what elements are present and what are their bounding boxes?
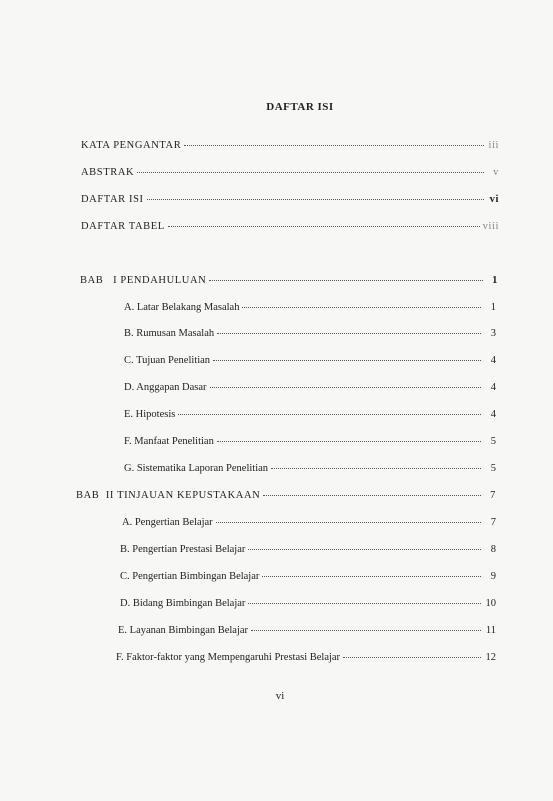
- toc-entry-page: 1: [490, 302, 496, 313]
- toc-entry-label: E. Hipotesis: [124, 409, 176, 420]
- toc-entry-page: viii: [482, 221, 499, 232]
- toc-chapter-bab-1: [80, 275, 498, 286]
- toc-entry-1b: [124, 328, 496, 339]
- toc-entry-page: 4: [490, 409, 496, 420]
- toc-entry-label: E. Layanan Bimbingan Belajar: [118, 625, 249, 636]
- dot-leader: [217, 332, 481, 334]
- toc-entry-label: F. Manfaat Penelitian: [124, 436, 214, 447]
- dot-leader: [251, 629, 481, 631]
- toc-entry-label: KATA PENGANTAR: [81, 140, 182, 151]
- toc-entry-page: v: [493, 167, 499, 178]
- toc-entry-1d: [124, 382, 496, 393]
- toc-entry-page: vi: [489, 194, 499, 205]
- toc-entry-page: 12: [485, 652, 496, 663]
- dot-leader: [262, 575, 481, 577]
- toc-entry-page: iii: [488, 140, 499, 151]
- toc-entry-1g: [124, 463, 496, 474]
- toc-entry-label: D. Bidang Bimbingan Belajar: [120, 598, 246, 609]
- toc-chapter-bab-2: [76, 490, 496, 501]
- toc-entry-label: C. Pengertian Bimbingan Belajar: [120, 571, 260, 582]
- toc-chapter-page: 1: [492, 275, 498, 286]
- toc-entry-kata-pengantar: [81, 140, 499, 151]
- dot-leader: [209, 279, 483, 281]
- toc-entry-page: 4: [490, 355, 496, 366]
- toc-entry-page: 8: [490, 544, 496, 555]
- dot-leader: [343, 656, 481, 658]
- toc-entry-daftar-isi: [81, 194, 499, 205]
- toc-entry-2a: [122, 517, 496, 528]
- toc-entry-label: B. Pengertian Prestasi Belajar: [120, 544, 246, 555]
- toc-entry-label: C. Tujuan Penelitian: [124, 355, 211, 366]
- dot-leader: [137, 171, 484, 173]
- dot-leader: [217, 440, 481, 442]
- dot-leader: [242, 306, 481, 308]
- toc-entry-page: 10: [485, 598, 496, 609]
- toc-entry-page: 7: [490, 517, 496, 528]
- toc-entry-label: G. Sistematika Laporan Penelitian: [124, 463, 269, 474]
- dot-leader: [147, 198, 484, 200]
- toc-entry-label: A. Pengertian Belajar: [122, 517, 213, 528]
- toc-entry-label: ABSTRAK: [81, 167, 135, 178]
- dot-leader: [168, 225, 480, 227]
- toc-chapter-label: BAB II TINJAUAN KEPUSTAKAAN: [76, 490, 261, 501]
- toc-entry-1a: [124, 302, 496, 313]
- toc-entry-2f: [116, 652, 496, 663]
- toc-entry-page: 11: [485, 625, 496, 636]
- toc-entry-daftar-tabel: [81, 221, 499, 232]
- page-title: DAFTAR ISI: [266, 101, 334, 113]
- toc-entry-abstrak: [81, 167, 499, 178]
- dot-leader: [263, 494, 481, 496]
- toc-chapter-page: 7: [490, 490, 496, 501]
- toc-entry-2d: [120, 598, 496, 609]
- toc-entry-label: DAFTAR ISI: [81, 194, 144, 205]
- toc-entry-page: 3: [490, 328, 496, 339]
- page-number: vi: [275, 690, 285, 702]
- dot-leader: [216, 521, 481, 523]
- dot-leader: [213, 359, 481, 361]
- toc-entry-label: A. Latar Belakang Masalah: [124, 302, 240, 313]
- toc-entry-2e: [118, 625, 496, 636]
- toc-entry-1e: [124, 409, 496, 420]
- toc-entry-1c: [124, 355, 496, 366]
- dot-leader: [248, 602, 481, 604]
- dot-leader: [248, 548, 481, 550]
- dot-leader: [210, 386, 481, 388]
- toc-chapter-label: BAB I PENDAHULUAN: [80, 275, 207, 286]
- toc-entry-1f: [124, 436, 496, 447]
- toc-entry-2c: [120, 571, 496, 582]
- toc-entry-label: F. Faktor-faktor yang Mempengaruhi Prestasi Belajar: [116, 652, 341, 663]
- toc-entry-page: 5: [490, 436, 496, 447]
- toc-entry-label: DAFTAR TABEL: [81, 221, 165, 232]
- dot-leader: [178, 413, 481, 415]
- toc-entry-label: D. Anggapan Dasar: [124, 382, 207, 393]
- toc-entry-label: B. Rumusan Masalah: [124, 328, 215, 339]
- dot-leader: [271, 467, 481, 469]
- toc-entry-page: 5: [490, 463, 496, 474]
- toc-entry-page: 4: [490, 382, 496, 393]
- toc-entry-2b: [120, 544, 496, 555]
- dot-leader: [184, 144, 484, 146]
- toc-entry-page: 9: [490, 571, 496, 582]
